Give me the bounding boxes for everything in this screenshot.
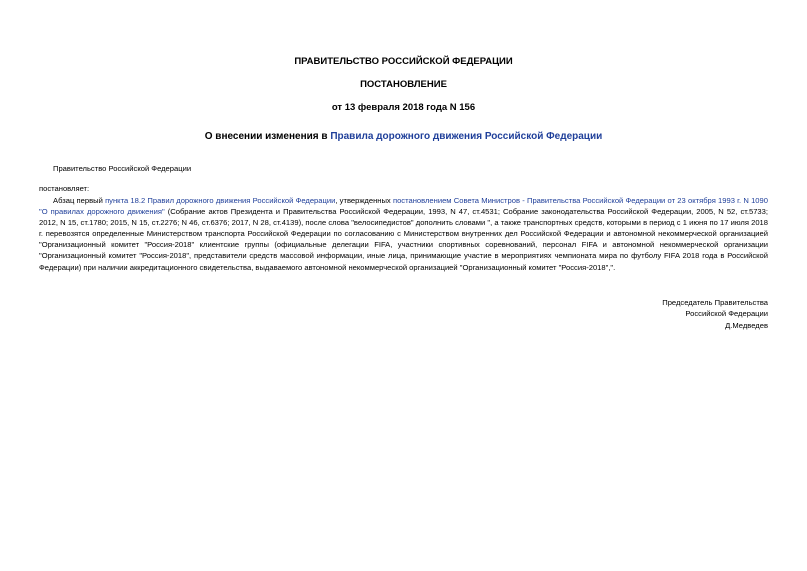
body-text-3: (Собрание актов Президента и Правительства Российской Федерации, 1993, N 47, ст.4531; Собрание законодательства Российской Федерации, 2005, N 52, ст.5733; 2012, N 15, ст.1780; 2015, N 15, ст.2276; N 46, ст.6376; 2017, N 28, ст.4139), после слова "велосипедистов" дополнить словами ", а также транспортных средств, которыми в период с 1 июня по 17 июля 2018 г. перевозятся определенные Министерством транспорта Российской Федерации по согласованию с Министерством внутренних дел Российской Федерации и автономной некоммерческой организацией "Организационный комитет "Россия-2018" клиентские группы (официальные делегации FIFA, участники спортивных соревнований, персонал FIFA и автономной некоммерческой организации "Организационный комитет "Россия-2018", представители средств массовой информации, иные лица, принимающие участие в мероприятиях чемпионата мира по футболу FIFA 2018 года в Российской Федерации) при наличии аккредитационного свидетельства, выдаваемого автономной некоммерческой организацией "Организационный комитет "Россия-2018",".	[39, 207, 768, 272]
subject-prefix: О внесении изменения в	[204, 131, 331, 142]
date-number-heading: от 13 февраля 2018 года N 156	[331, 102, 476, 113]
rules-link[interactable]: Правила дорожного движения Российской Федерации	[330, 131, 603, 142]
body-text-1: Абзац первый	[53, 196, 106, 205]
resolves-line: постановляет:	[39, 184, 90, 193]
decree-link[interactable]: постановлением Совета Министров - Правительства Российской Федерации от 23 октября 1993 г. N 1090 "О правилах дорожного движения"	[39, 196, 768, 217]
body-text-2: , утвержденных	[335, 196, 393, 205]
document-type-heading: ПОСТАНОВЛЕНИЕ	[360, 79, 447, 90]
government-heading: ПРАВИТЕЛЬСТВО РОССИЙСКОЙ ФЕДЕРАЦИИ	[294, 56, 513, 67]
subject-heading	[0, 131, 807, 142]
paragraph-link[interactable]: пункта 18.2 Правил дорожного движения Российской Федерации	[105, 196, 336, 205]
government-line: Правительство Российской Федерации	[53, 164, 192, 173]
body-paragraph	[39, 195, 768, 273]
signature-block	[662, 297, 768, 331]
signature-name: Д.Медведев	[725, 320, 768, 330]
signature-title-line-1: Председатель Правительства	[662, 298, 768, 307]
signature-title-line-2: Российской Федерации	[685, 309, 768, 319]
